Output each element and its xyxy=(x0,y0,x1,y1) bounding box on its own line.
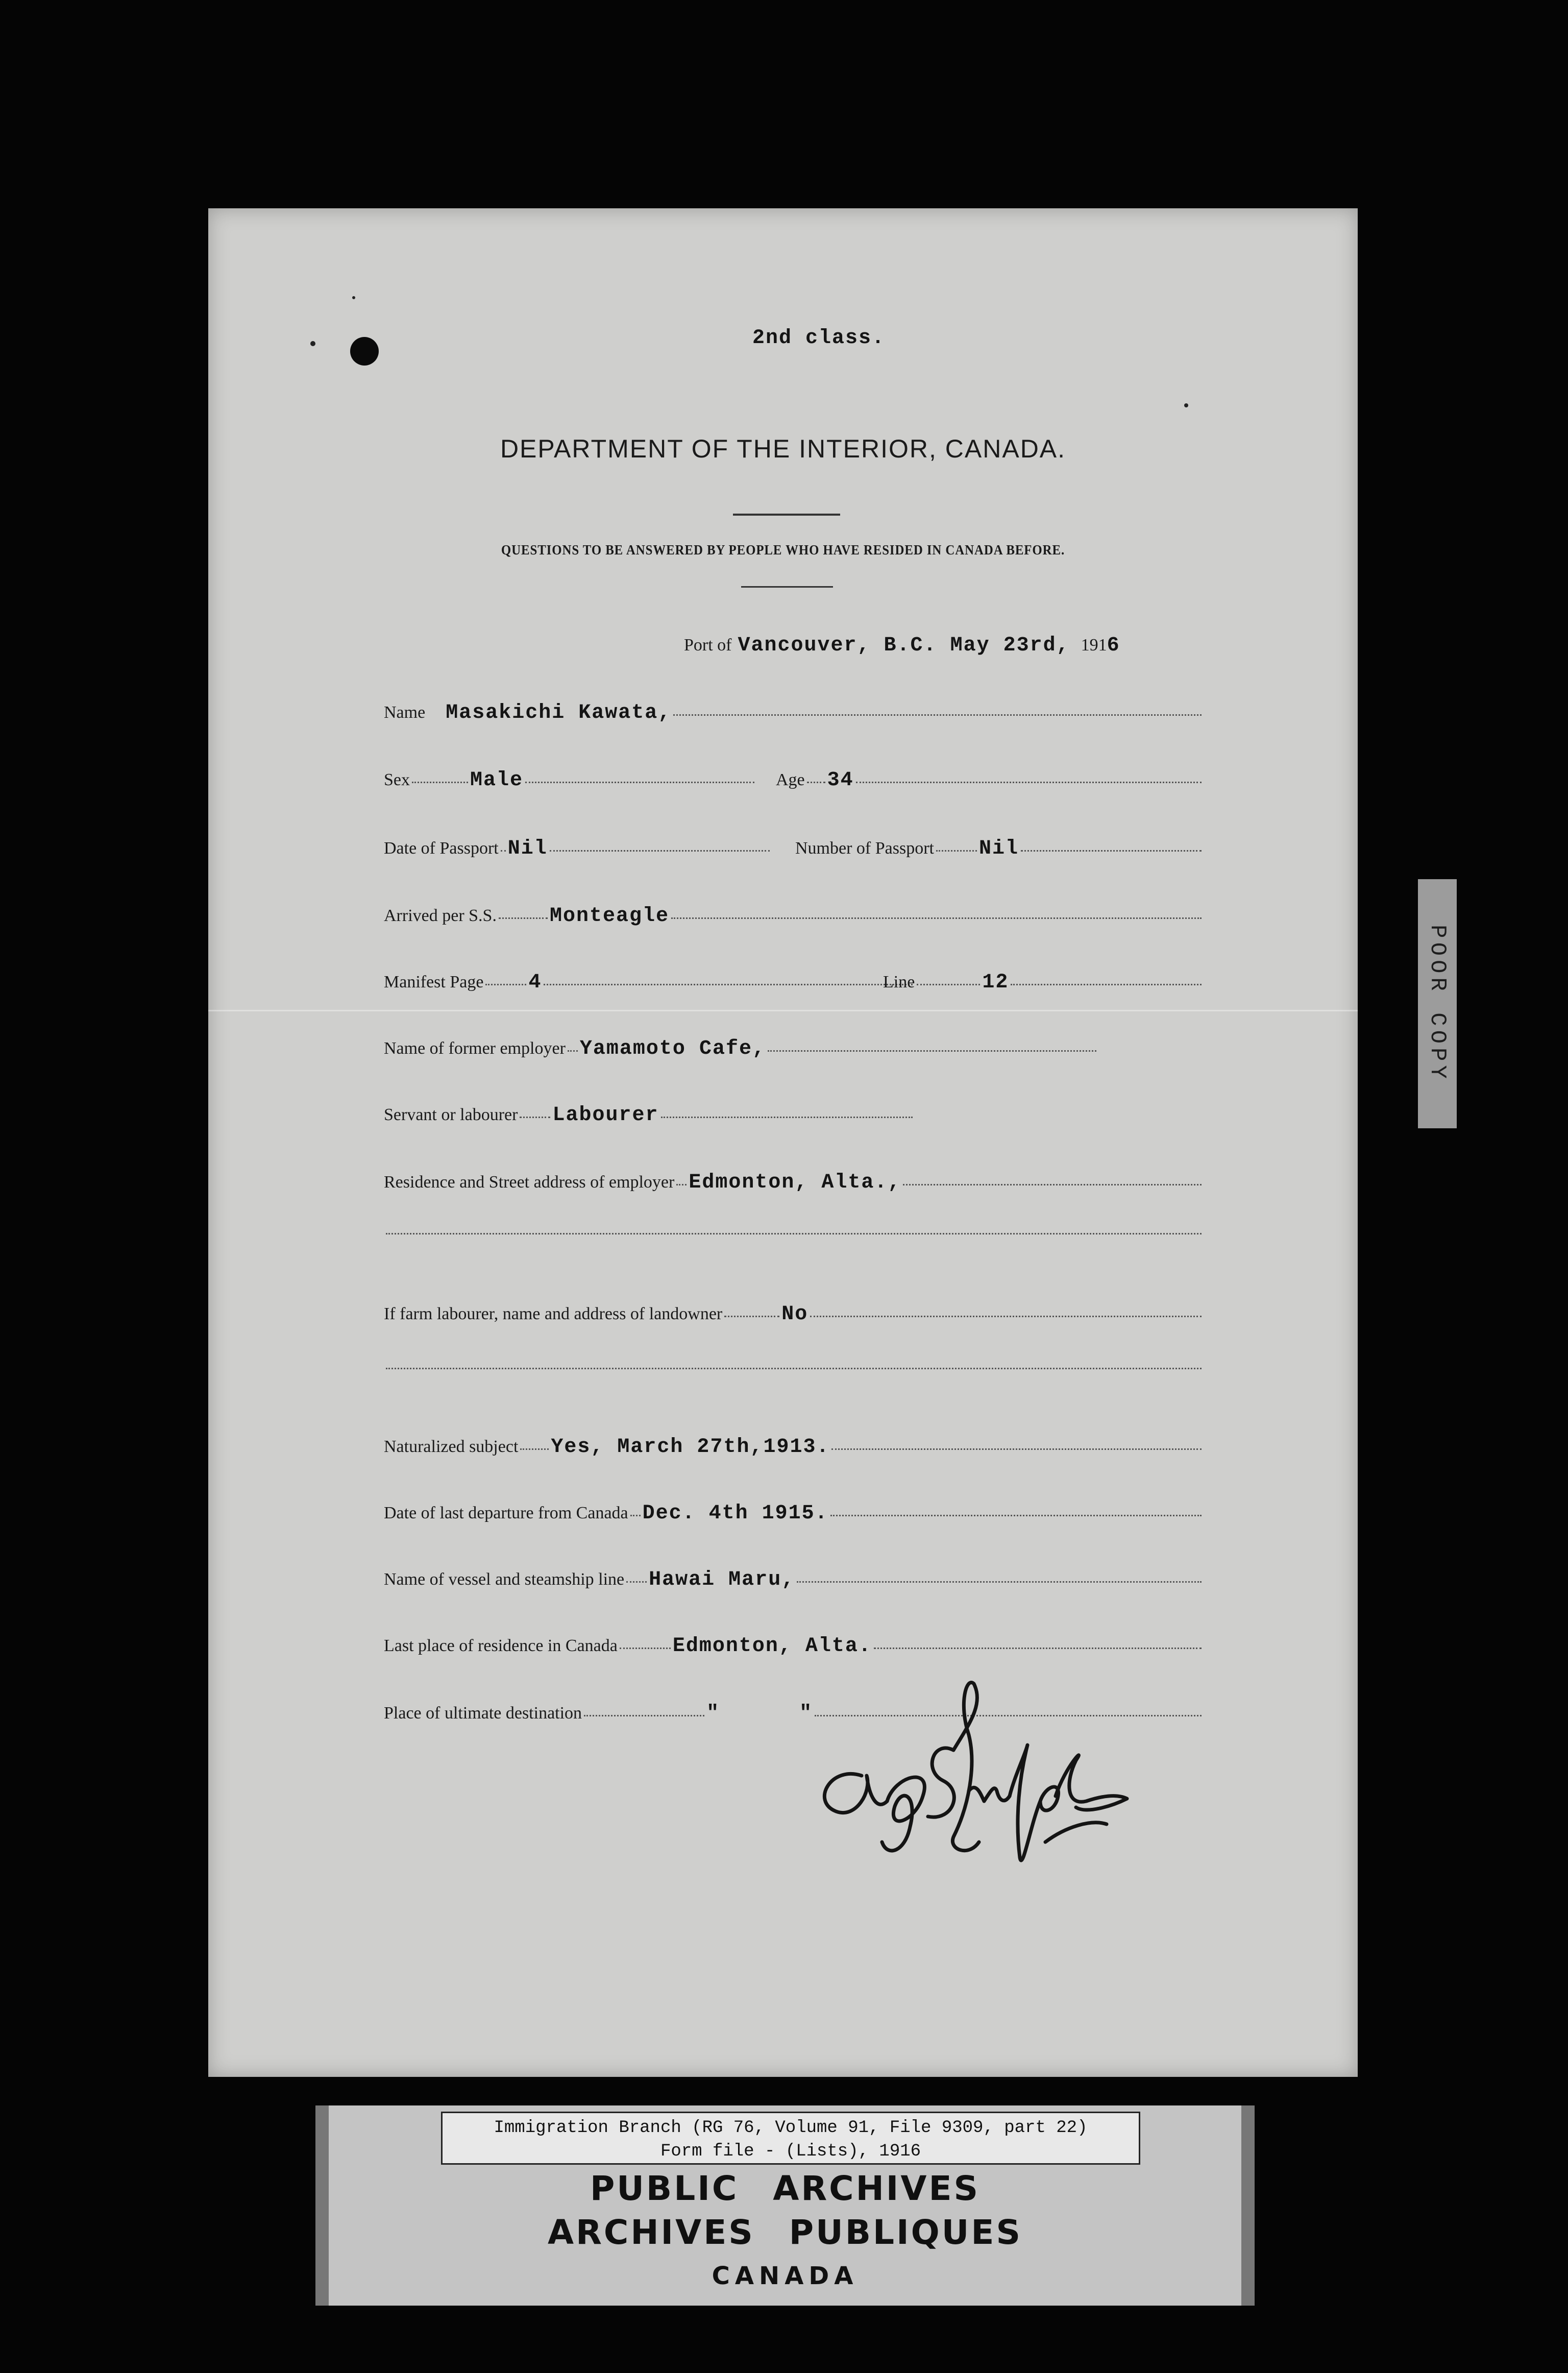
ultimate-destination-value: " " xyxy=(706,1702,813,1725)
year-suffix: 6 xyxy=(1107,634,1120,657)
vessel-value: Hawai Maru, xyxy=(649,1568,795,1591)
dotted-leader xyxy=(544,983,913,985)
sex-field xyxy=(384,769,756,792)
dotted-leader xyxy=(830,1514,1202,1516)
dotted-leader xyxy=(903,1183,1202,1185)
divider xyxy=(733,514,840,516)
dotted-leader xyxy=(856,781,1202,783)
servant-value: Labourer xyxy=(552,1104,659,1127)
employer-address-field xyxy=(384,1171,1204,1194)
dotted-leader xyxy=(917,983,980,985)
dotted-leader xyxy=(810,1315,1202,1317)
dotted-leader xyxy=(550,850,770,852)
arrived-per-label: Arrived per S.S. xyxy=(384,906,497,925)
dotted-leader xyxy=(797,1581,1202,1583)
name-field xyxy=(384,701,1204,724)
dotted-leader xyxy=(874,1647,1202,1649)
blank-line xyxy=(384,1369,1204,1371)
signature xyxy=(800,1674,1137,1888)
manifest-page-label: Manifest Page xyxy=(384,973,484,991)
dotted-leader xyxy=(724,1315,779,1317)
servant-label: Servant or labourer xyxy=(384,1105,518,1124)
archive-card xyxy=(315,2105,1255,2306)
questions-heading: QUESTIONS TO BE ANSWERED BY PEOPLE WHO HAVE RESIDED IN CANADA BEFORE. xyxy=(501,542,1065,558)
employer-address-label: Residence and Street address of employer xyxy=(384,1173,675,1192)
divider xyxy=(741,586,833,588)
servant-field xyxy=(384,1104,915,1127)
dotted-leader xyxy=(620,1647,671,1649)
dotted-leader xyxy=(768,1050,1096,1052)
vessel-label: Name of vessel and steamship line xyxy=(384,1570,625,1589)
last-residence-label: Last place of residence in Canada xyxy=(384,1636,618,1655)
speck xyxy=(1184,403,1188,407)
dotted-leader xyxy=(386,1367,1202,1369)
archive-title-fr: ARCHIVES PUBLIQUES xyxy=(547,2213,1022,2252)
passport-number-field xyxy=(795,837,1204,860)
department-title: DEPARTMENT OF THE INTERIOR, CANADA. xyxy=(500,434,1066,463)
dotted-leader xyxy=(1021,850,1202,852)
dotted-leader xyxy=(501,850,506,852)
sex-label: Sex xyxy=(384,770,410,789)
reference-line-2: Form file - (Lists), 1916 xyxy=(660,2142,921,2161)
farm-labourer-field xyxy=(384,1303,1204,1326)
archive-title-en: PUBLIC ARCHIVES xyxy=(590,2169,981,2208)
dotted-leader xyxy=(807,781,825,783)
dotted-leader xyxy=(1011,983,1202,985)
age-value: 34 xyxy=(827,769,854,792)
class-label: 2nd class. xyxy=(752,327,886,350)
farm-labourer-value: No xyxy=(781,1303,808,1326)
vessel-field xyxy=(384,1568,1204,1591)
name-label: Name xyxy=(384,703,426,722)
last-residence-field xyxy=(384,1635,1204,1658)
dotted-leader xyxy=(412,781,468,783)
farm-labourer-label: If farm labourer, name and address of landowner xyxy=(384,1304,723,1323)
dotted-leader xyxy=(661,1116,913,1118)
year-prefix: 191 xyxy=(1081,636,1107,655)
dotted-leader xyxy=(936,850,977,852)
dotted-leader xyxy=(525,781,754,783)
dotted-leader xyxy=(673,714,1202,716)
passport-date-field xyxy=(384,837,772,860)
hole-punch xyxy=(350,337,379,366)
archive-country: CANADA xyxy=(712,2262,859,2290)
speck xyxy=(352,296,355,299)
last-residence-value: Edmonton, Alta. xyxy=(672,1635,872,1658)
poor-copy-text: POOR COPY xyxy=(1425,925,1451,1083)
speck xyxy=(310,341,315,346)
reference-label xyxy=(441,2112,1140,2165)
naturalized-value: Yes, March 27th,1913. xyxy=(551,1436,830,1459)
last-departure-label: Date of last departure from Canada xyxy=(384,1504,628,1522)
manifest-page-field xyxy=(384,971,915,994)
age-field xyxy=(776,769,1204,792)
line-label: Line xyxy=(883,973,915,991)
dotted-leader xyxy=(568,1050,578,1052)
dotted-leader xyxy=(671,917,1202,919)
dotted-leader xyxy=(485,983,526,985)
dotted-leader xyxy=(520,1116,550,1118)
dotted-leader xyxy=(386,1232,1202,1234)
employer-address-value: Edmonton, Alta., xyxy=(689,1171,901,1194)
dotted-leader xyxy=(584,1714,704,1716)
dotted-leader xyxy=(626,1581,647,1583)
passport-date-value: Nil xyxy=(507,837,548,860)
dotted-leader xyxy=(520,1448,549,1450)
poor-copy-stamp xyxy=(1418,879,1457,1128)
former-employer-value: Yamamoto Cafe, xyxy=(579,1037,766,1060)
sex-value: Male xyxy=(470,769,524,792)
former-employer-field xyxy=(384,1037,1098,1060)
age-label: Age xyxy=(776,770,805,789)
last-departure-value: Dec. 4th 1915. xyxy=(642,1502,828,1525)
passport-date-label: Date of Passport xyxy=(384,839,499,858)
immigration-form-sheet xyxy=(208,208,1358,2077)
arrived-per-value: Monteagle xyxy=(549,905,670,928)
dotted-leader xyxy=(831,1448,1202,1450)
passport-number-label: Number of Passport xyxy=(795,839,934,858)
dotted-leader xyxy=(676,1183,687,1185)
naturalized-label: Naturalized subject xyxy=(384,1437,519,1456)
passport-number-value: Nil xyxy=(978,837,1019,860)
dotted-leader xyxy=(630,1514,641,1516)
port-value: Vancouver, B.C. May 23rd, xyxy=(738,634,1070,657)
port-label: Port of xyxy=(684,636,732,655)
reference-line-1: Immigration Branch (RG 76, Volume 91, File 9309, part 22) xyxy=(494,2118,1088,2138)
name-value: Masakichi Kawata, xyxy=(446,701,672,724)
arrived-per-field xyxy=(384,905,1204,928)
manifest-page-value: 4 xyxy=(528,971,542,994)
port-line xyxy=(684,634,1199,657)
blank-line xyxy=(384,1234,1204,1237)
fold-line xyxy=(208,1010,1358,1011)
ultimate-destination-label: Place of ultimate destination xyxy=(384,1704,582,1723)
line-field xyxy=(883,971,1204,994)
former-employer-label: Name of former employer xyxy=(384,1039,566,1058)
naturalized-field xyxy=(384,1436,1204,1459)
dotted-leader xyxy=(499,917,548,919)
line-value: 12 xyxy=(982,971,1009,994)
last-departure-field xyxy=(384,1502,1204,1525)
